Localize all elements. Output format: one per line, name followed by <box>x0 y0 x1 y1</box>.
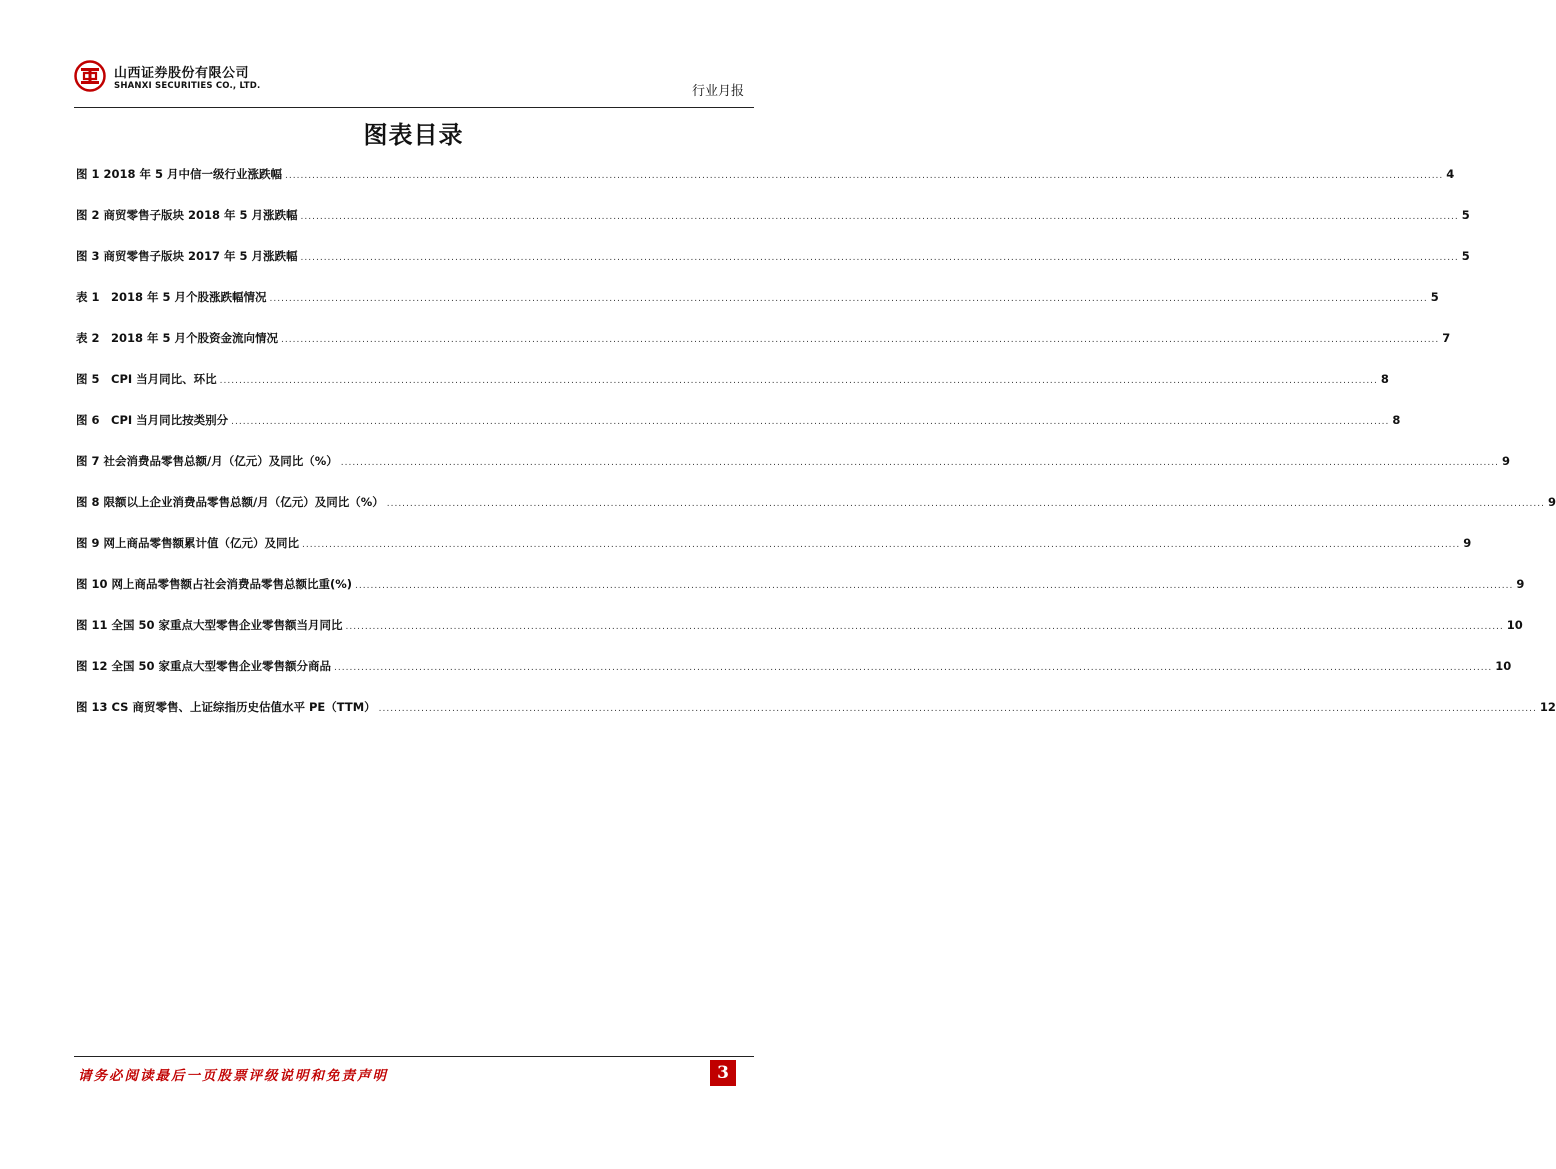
toc-dot-leader: ............................................................................................................................................................................................................................................................................................................ <box>269 294 1428 304</box>
toc-title: 图表目录 <box>363 121 464 149</box>
toc-dot-leader: ............................................................................................................................................................................................................................................................................................................ <box>231 417 1390 427</box>
toc-entry-label: 图 10 网上商品零售额占社会消费品零售总额比重(%) <box>76 577 353 591</box>
toc-entry[interactable] <box>76 166 1455 207</box>
toc-entry-page: 5 <box>1461 208 1470 222</box>
toc-dot-leader: ............................................................................................................................................................................................................................................................................................................ <box>302 540 1461 550</box>
company-name-cn: 山西证券股份有限公司 <box>114 66 250 81</box>
toc-entry-page: 9 <box>1548 495 1556 509</box>
toc-entry-label: 图 12 全国 50 家重点大型零售企业零售额分商品 <box>76 659 332 673</box>
toc-entry[interactable] <box>76 371 1389 412</box>
toc-entry-page: 12 <box>1539 700 1556 714</box>
toc-entry[interactable] <box>76 412 1401 453</box>
toc-entry-label: 图 7 社会消费品零售总额/月（亿元）及同比（%） <box>76 454 338 468</box>
toc-dot-leader: ............................................................................................................................................................................................................................................................................................................ <box>300 253 1459 263</box>
report-type: 行业月报 <box>691 84 744 99</box>
toc-dot-leader: ............................................................................................................................................................................................................................................................................................................ <box>386 499 1545 509</box>
toc-entry-page: 8 <box>1392 413 1401 427</box>
toc-dot-leader: ............................................................................................................................................................................................................................................................................................................ <box>219 376 1378 386</box>
toc-entry[interactable] <box>76 617 1523 658</box>
footer-disclaimer: 请务必阅读最后一页股票评级说明和免责声明 <box>78 1068 388 1084</box>
toc-entry-label: 表 1 2018 年 5 月个股涨跌幅情况 <box>76 290 267 304</box>
toc-entry-page: 5 <box>1430 290 1439 304</box>
toc-entry-page: 9 <box>1516 577 1525 591</box>
toc-entry-page: 9 <box>1502 454 1511 468</box>
toc-entry-page: 10 <box>1506 618 1523 632</box>
toc-entry[interactable] <box>76 248 1470 289</box>
toc-dot-leader: ............................................................................................................................................................................................................................................................................................................ <box>355 581 1514 591</box>
toc-entry-label: 图 9 网上商品零售额累计值（亿元）及同比 <box>76 536 300 550</box>
toc-entry-label: 图 13 CS 商贸零售、上证综指历史估值水平 PE（TTM） <box>76 700 376 714</box>
toc-entry-label: 图 11 全国 50 家重点大型零售企业零售额当月同比 <box>76 618 343 632</box>
page-number-badge: 3 <box>710 1060 736 1086</box>
toc-dot-leader: ............................................................................................................................................................................................................................................................................................................ <box>285 171 1444 181</box>
toc-dot-leader: ............................................................................................................................................................................................................................................................................................................ <box>340 458 1499 468</box>
toc-entry-label: 图 5 CPI 当月同比、环比 <box>76 372 217 386</box>
header-divider <box>74 107 754 108</box>
toc-entry[interactable] <box>76 453 1511 494</box>
toc-entry-page: 7 <box>1442 331 1451 345</box>
company-logo-icon <box>74 60 106 92</box>
toc-entry-label: 图 8 限额以上企业消费品零售总额/月（亿元）及同比（%） <box>76 495 384 509</box>
toc-entry[interactable] <box>76 535 1472 576</box>
toc-entry-label: 图 3 商贸零售子版块 2017 年 5 月涨跌幅 <box>76 249 298 263</box>
toc-entry-page: 5 <box>1461 249 1470 263</box>
toc-dot-leader: ............................................................................................................................................................................................................................................................................................................ <box>345 622 1504 632</box>
toc-entry[interactable] <box>76 289 1439 330</box>
toc-entry[interactable] <box>76 576 1525 617</box>
toc-dot-leader: ............................................................................................................................................................................................................................................................................................................ <box>378 704 1537 714</box>
toc-entry[interactable] <box>76 658 1512 699</box>
toc-entry-page: 10 <box>1495 659 1512 673</box>
toc-entry-page: 8 <box>1380 372 1389 386</box>
toc-list <box>76 166 1556 740</box>
toc-entry-page: 9 <box>1463 536 1472 550</box>
toc-entry[interactable] <box>76 494 1556 535</box>
toc-entry[interactable] <box>76 699 1556 740</box>
toc-entry[interactable] <box>76 207 1470 248</box>
toc-entry-label: 图 6 CPI 当月同比按类别分 <box>76 413 229 427</box>
toc-dot-leader: ............................................................................................................................................................................................................................................................................................................ <box>334 663 1493 673</box>
page-header <box>74 60 754 106</box>
toc-entry-label: 图 1 2018 年 5 月中信一级行业涨跌幅 <box>76 167 283 181</box>
toc-dot-leader: ............................................................................................................................................................................................................................................................................................................ <box>281 335 1440 345</box>
footer-divider <box>74 1056 754 1057</box>
toc-entry-label: 表 2 2018 年 5 月个股资金流向情况 <box>76 331 279 345</box>
toc-dot-leader: ............................................................................................................................................................................................................................................................................................................ <box>300 212 1459 222</box>
company-name-en: SHANXI SECURITIES CO., LTD. <box>114 81 261 91</box>
toc-entry[interactable] <box>76 330 1451 371</box>
toc-entry-page: 4 <box>1446 167 1455 181</box>
toc-entry-label: 图 2 商贸零售子版块 2018 年 5 月涨跌幅 <box>76 208 298 222</box>
